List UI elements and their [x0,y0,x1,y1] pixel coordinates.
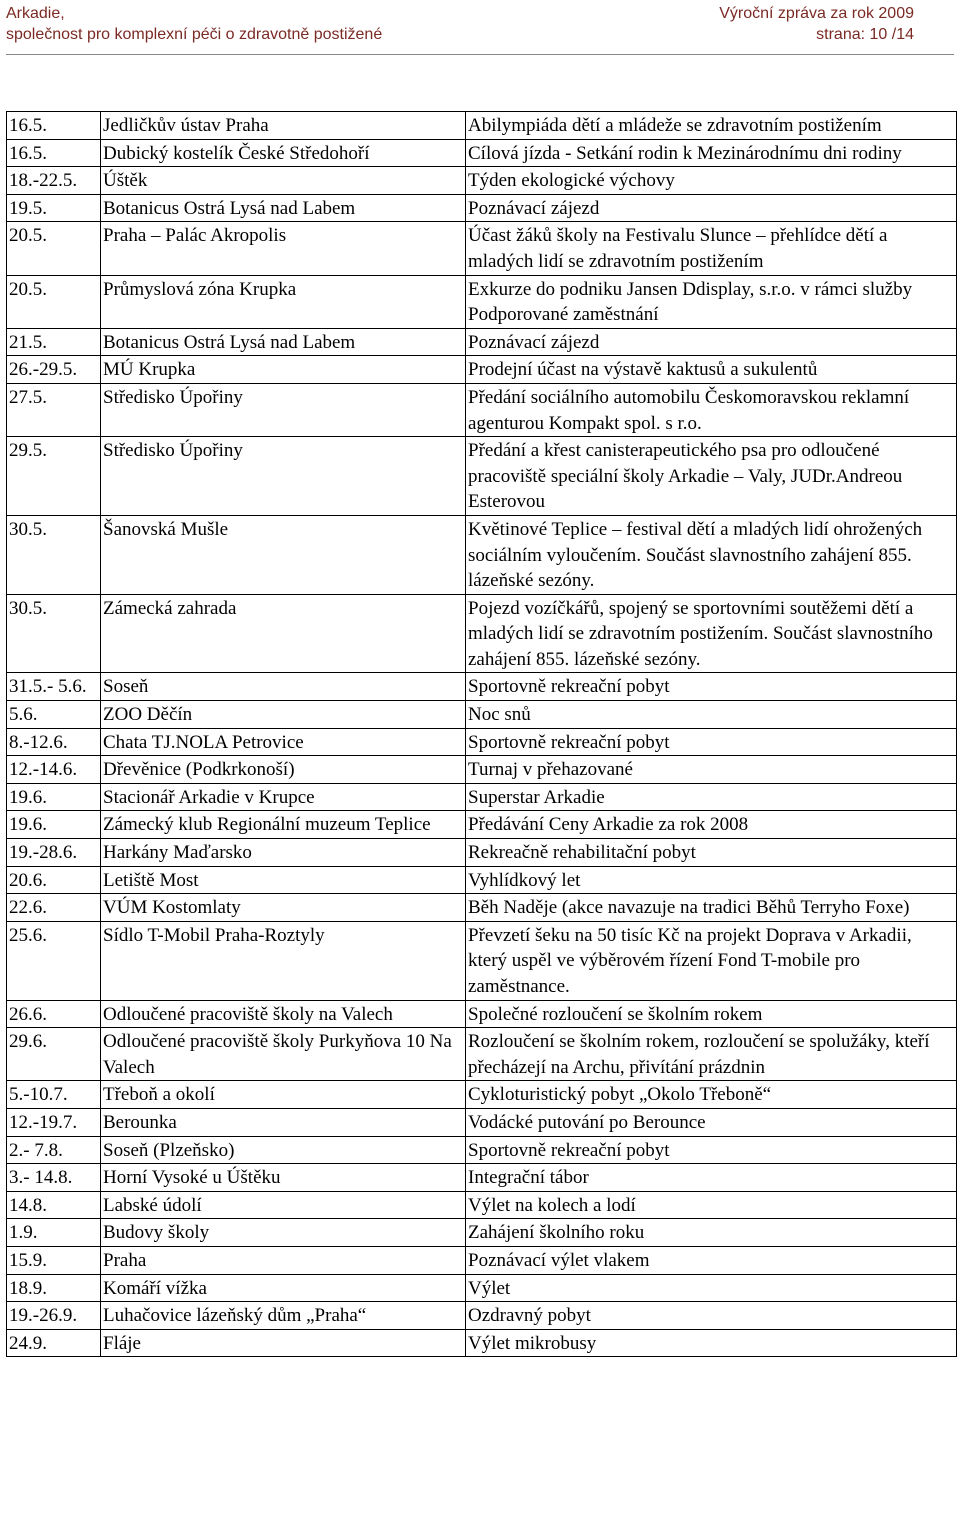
table-row [7,1164,957,1192]
table-row [7,1302,957,1330]
place-cell: Soseň [101,673,466,701]
activity-cell: Noc snů [466,701,957,729]
place-cell: Praha [101,1246,466,1274]
activity-cell: Předání sociálního automobilu Českomoravskou reklamní agenturou Kompakt spol. s r.o. [466,383,957,436]
date-cell: 26.-29.5. [7,356,101,384]
activity-cell: Vodácké putování po Berounce [466,1108,957,1136]
table-row [7,383,957,436]
activity-cell: Prodejní účast na výstavě kaktusů a sukulentů [466,356,957,384]
date-cell: 30.5. [7,594,101,673]
activity-cell: Sportovně rekreační pobyt [466,1136,957,1164]
activity-cell: Účast žáků školy na Festivalu Slunce – přehlídce dětí a mladých lidí se zdravotním postižením [466,222,957,275]
table-row [7,194,957,222]
date-cell: 21.5. [7,328,101,356]
date-cell: 30.5. [7,515,101,594]
activity-cell: Cykloturistický pobyt „Okolo Třeboně“ [466,1081,957,1109]
date-cell: 12.-19.7. [7,1108,101,1136]
date-cell: 14.8. [7,1191,101,1219]
place-cell: Letiště Most [101,866,466,894]
date-cell: 20.6. [7,866,101,894]
date-cell: 16.5. [7,112,101,140]
place-cell: Horní Vysoké u Úštěku [101,1164,466,1192]
table-row [7,1329,957,1357]
activity-cell: Abilympiáda dětí a mládeže se zdravotním postižením [466,112,957,140]
page-number: strana: 10 /14 [816,26,914,43]
activity-cell: Turnaj v přehazované [466,756,957,784]
activity-cell: Rekreačně rehabilitační pobyt [466,839,957,867]
date-cell: 22.6. [7,894,101,922]
activity-cell: Výlet [466,1274,957,1302]
activity-cell: Superstar Arkadie [466,783,957,811]
place-cell: VÚM Kostomlaty [101,894,466,922]
table-row [7,673,957,701]
place-cell: Chata TJ.NOLA Petrovice [101,728,466,756]
date-cell: 5.6. [7,701,101,729]
place-cell: Budovy školy [101,1219,466,1247]
place-cell: Jedličkův ústav Praha [101,112,466,140]
table-row [7,222,957,275]
place-cell: Třeboň a okolí [101,1081,466,1109]
date-cell: 19.5. [7,194,101,222]
date-cell: 19.-28.6. [7,839,101,867]
place-cell: Odloučené pracoviště školy Purkyňova 10 Na Valech [101,1028,466,1081]
date-cell: 16.5. [7,139,101,167]
activity-cell: Cílová jízda - Setkání rodin k Mezinárodnímu dni rodiny [466,139,957,167]
date-cell: 8.-12.6. [7,728,101,756]
table-row [7,112,957,140]
place-cell: Stacionář Arkadie v Krupce [101,783,466,811]
date-cell: 19.6. [7,811,101,839]
events-table [6,111,957,1357]
date-cell: 29.5. [7,437,101,516]
activity-cell: Poznávací výlet vlakem [466,1246,957,1274]
activity-cell: Květinové Teplice – festival dětí a mladých lidí ohrožených sociálním vyloučením. Součást slavnostního zahájení 855. lázeňské sezóny. [466,515,957,594]
place-cell: Úštěk [101,167,466,195]
date-cell: 29.6. [7,1028,101,1081]
activity-cell: Běh Naděje (akce navazuje na tradici Běhů Terryho Foxe) [466,894,957,922]
activity-cell: Předávání Ceny Arkadie za rok 2008 [466,811,957,839]
place-cell: Středisko Úpořiny [101,383,466,436]
activity-cell: Předání a křest canisterapeutického psa pro odloučené pracoviště speciální školy Arkadie – Valy, JUDr.Andreou Esterovou [466,437,957,516]
page-header [6,4,954,48]
date-cell: 19.-26.9. [7,1302,101,1330]
place-cell: Odloučené pracoviště školy na Valech [101,1000,466,1028]
activity-cell: Pojezd vozíčkářů, spojený se sportovními soutěžemi dětí a mladých lidí se zdravotním postižením. Součást slavnostního zahájení 855. lázeňské sezóny. [466,594,957,673]
table-row [7,921,957,1000]
table-row [7,1219,957,1247]
place-cell: Dubický kostelík České Středohoří [101,139,466,167]
place-cell: MÚ Krupka [101,356,466,384]
place-cell: Středisko Úpořiny [101,437,466,516]
date-cell: 18.-22.5. [7,167,101,195]
report-title: Výroční zpráva za rok 2009 [719,5,914,22]
place-cell: Komáří vížka [101,1274,466,1302]
table-row [7,1108,957,1136]
date-cell: 18.9. [7,1274,101,1302]
table-row [7,437,957,516]
date-cell: 24.9. [7,1329,101,1357]
table-row [7,1081,957,1109]
place-cell: Soseň (Plzeňsko) [101,1136,466,1164]
events-table-body [7,112,957,1357]
place-cell: Dřevěnice (Podkrkonoší) [101,756,466,784]
table-row [7,1191,957,1219]
place-cell: Praha – Palác Akropolis [101,222,466,275]
date-cell: 26.6. [7,1000,101,1028]
activity-cell: Společné rozloučení se školním rokem [466,1000,957,1028]
table-row [7,167,957,195]
place-cell: Botanicus Ostrá Lysá nad Labem [101,194,466,222]
date-cell: 5.-10.7. [7,1081,101,1109]
activity-cell: Ozdravný pobyt [466,1302,957,1330]
activity-cell: Poznávací zájezd [466,328,957,356]
date-cell: 3.- 14.8. [7,1164,101,1192]
table-row [7,356,957,384]
header-divider [6,54,954,55]
activity-cell: Sportovně rekreační pobyt [466,728,957,756]
date-cell: 15.9. [7,1246,101,1274]
date-cell: 31.5.- 5.6. [7,673,101,701]
place-cell: Zámecký klub Regionální muzeum Teplice [101,811,466,839]
place-cell: Botanicus Ostrá Lysá nad Labem [101,328,466,356]
place-cell: Luhačovice lázeňský dům „Praha“ [101,1302,466,1330]
table-row [7,839,957,867]
date-cell: 19.6. [7,783,101,811]
place-cell: Zámecká zahrada [101,594,466,673]
table-row [7,783,957,811]
table-row [7,728,957,756]
activity-cell: Převzetí šeku na 50 tisíc Kč na projekt Doprava v Arkadii, který uspěl ve výběrovém řízení Fond T-mobile pro zaměstnance. [466,921,957,1000]
date-cell: 25.6. [7,921,101,1000]
table-row [7,701,957,729]
place-cell: Šanovská Mušle [101,515,466,594]
table-row [7,515,957,594]
place-cell: Harkány Maďarsko [101,839,466,867]
activity-cell: Vyhlídkový let [466,866,957,894]
table-row [7,1136,957,1164]
date-cell: 1.9. [7,1219,101,1247]
table-row [7,894,957,922]
activity-cell: Integrační tábor [466,1164,957,1192]
place-cell: Sídlo T-Mobil Praha-Roztyly [101,921,466,1000]
table-row [7,139,957,167]
table-row [7,811,957,839]
activity-cell: Zahájení školního roku [466,1219,957,1247]
date-cell: 2.- 7.8. [7,1136,101,1164]
date-cell: 12.-14.6. [7,756,101,784]
organization-subtitle: společnost pro komplexní péči o zdravotně postižené [6,26,383,43]
date-cell: 20.5. [7,222,101,275]
place-cell: Labské údolí [101,1191,466,1219]
place-cell: Berounka [101,1108,466,1136]
place-cell: Fláje [101,1329,466,1357]
table-row [7,1274,957,1302]
table-row [7,756,957,784]
table-row [7,1000,957,1028]
date-cell: 27.5. [7,383,101,436]
date-cell: 20.5. [7,275,101,328]
activity-cell: Exkurze do podniku Jansen Ddisplay, s.r.o. v rámci služby Podporované zaměstnání [466,275,957,328]
activity-cell: Rozloučení se školním rokem, rozloučení se spolužáky, kteří přecházejí na Archu, přivítání prázdnin [466,1028,957,1081]
activity-cell: Sportovně rekreační pobyt [466,673,957,701]
table-row [7,594,957,673]
table-row [7,1028,957,1081]
table-row [7,328,957,356]
organization-name: Arkadie, [6,5,65,22]
place-cell: ZOO Děčín [101,701,466,729]
activity-cell: Výlet mikrobusy [466,1329,957,1357]
place-cell: Průmyslová zóna Krupka [101,275,466,328]
activity-cell: Týden ekologické výchovy [466,167,957,195]
activity-cell: Výlet na kolech a lodí [466,1191,957,1219]
table-row [7,866,957,894]
table-row [7,1246,957,1274]
table-row [7,275,957,328]
activity-cell: Poznávací zájezd [466,194,957,222]
